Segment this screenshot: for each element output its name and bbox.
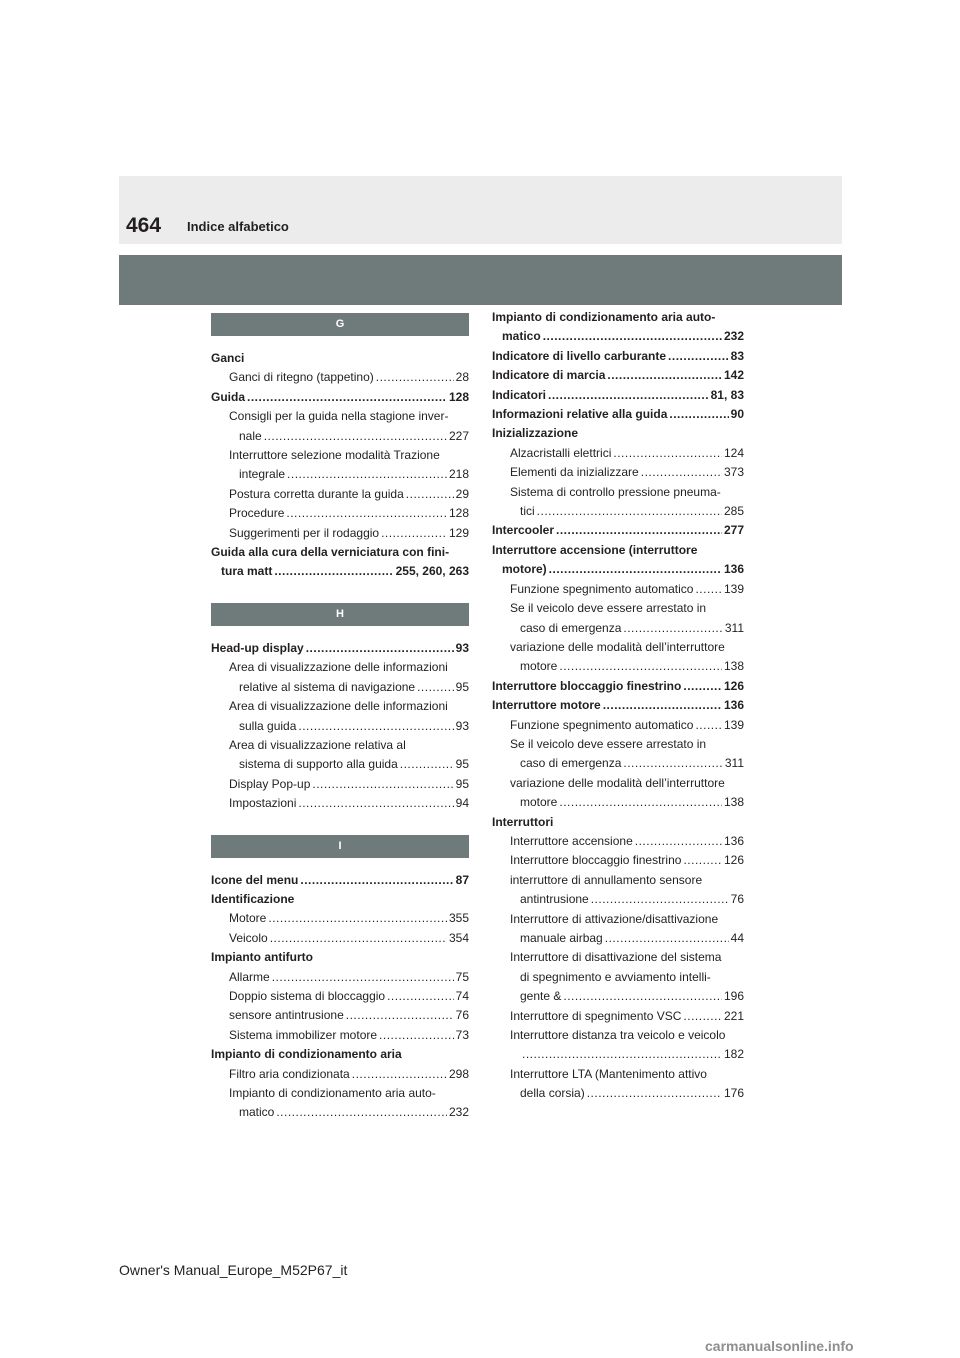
entry-line	[510, 657, 744, 676]
dot-leader	[268, 909, 447, 928]
dot-leader	[381, 524, 447, 543]
page-ref: 136	[723, 562, 744, 577]
dot-leader	[668, 347, 729, 366]
entry-line: Impianto di condizionamento aria auto-	[229, 1086, 436, 1100]
dot-leader	[669, 405, 728, 424]
entry-line	[510, 580, 744, 599]
dot-leader	[400, 755, 454, 774]
index-subentry	[211, 794, 469, 813]
entry-line	[211, 388, 469, 407]
index-entry	[211, 1045, 469, 1064]
index-column-right	[492, 308, 744, 1104]
entry-line	[510, 851, 744, 870]
index-subentry	[492, 1065, 744, 1104]
page-ref: 126	[723, 678, 744, 693]
page-ref: 128	[448, 389, 469, 404]
index-subentry	[492, 1007, 744, 1026]
index-subentry	[492, 444, 744, 463]
dot-leader	[522, 1045, 722, 1064]
index-subentry	[211, 736, 469, 775]
entry-line	[229, 504, 469, 523]
entry-line	[510, 502, 744, 521]
page-ref: 176	[723, 1086, 744, 1101]
index-subentry	[492, 851, 744, 870]
page-ref: 139	[723, 581, 744, 596]
page-ref: 83	[730, 348, 744, 363]
entry-text: caso di emergenza	[520, 756, 622, 771]
dot-leader	[537, 502, 722, 521]
page-ref: 128	[448, 506, 469, 521]
page-ref: 136	[723, 833, 744, 848]
entry-text: gente &	[520, 989, 562, 1004]
entry-line	[229, 775, 469, 794]
dot-leader	[352, 1065, 447, 1084]
page-ref: 95	[455, 679, 469, 694]
dot-leader	[623, 754, 722, 773]
page-ref: 311	[724, 756, 744, 771]
page-ref: 136	[723, 698, 744, 713]
entry-line	[492, 405, 744, 424]
entry-line	[510, 619, 744, 638]
page-ref: 94	[455, 796, 469, 811]
page-ref: 221	[723, 1008, 744, 1023]
entry-line	[229, 485, 469, 504]
heading-spacer	[211, 858, 469, 871]
index-subentry	[492, 1026, 744, 1065]
entry-text: sulla guida	[239, 718, 297, 733]
page-ref: 93	[455, 640, 469, 655]
index-subentry	[211, 1006, 469, 1025]
entry-text: Interruttore bloccaggio finestrino	[492, 678, 682, 693]
index-subentry	[492, 910, 744, 949]
page-ref: 298	[448, 1066, 469, 1081]
entry-line	[510, 1084, 744, 1103]
dot-leader	[346, 1006, 454, 1025]
entry-text: sensore antintrusione	[229, 1008, 344, 1023]
index-entry	[211, 890, 469, 909]
entry-line	[211, 639, 469, 658]
page-ref: 255, 260, 263	[395, 564, 469, 579]
letter-heading-i: I	[211, 835, 469, 858]
entry-line: interruttore di annullamento sensore	[510, 872, 703, 887]
index-subentry	[492, 716, 744, 735]
entry-text: sistema di supporto alla guida	[239, 757, 398, 772]
entry-line	[211, 562, 469, 581]
dot-leader	[270, 929, 447, 948]
entry-text: Impostazioni	[229, 796, 297, 811]
entry-text: Interruttore bloccaggio finestrino	[510, 853, 682, 868]
index-entry	[492, 424, 744, 443]
index-subentry	[211, 524, 469, 543]
page-ref: 138	[723, 659, 744, 674]
dot-leader	[276, 1103, 447, 1122]
page-ref: 76	[455, 1008, 469, 1023]
page-ref: 73	[455, 1027, 469, 1042]
entry-line	[229, 427, 469, 446]
entry-text: nale	[239, 428, 262, 443]
page-ref: 126	[723, 853, 744, 868]
index-subentry	[211, 446, 469, 485]
dot-leader	[306, 639, 454, 658]
dot-leader	[683, 851, 722, 870]
entry-text: Indicatore di marcia	[492, 368, 606, 383]
index-entry	[492, 677, 744, 696]
index-entry	[211, 388, 469, 407]
index-subentry	[211, 697, 469, 736]
index-subentry	[211, 987, 469, 1006]
entry-text: della corsia)	[520, 1086, 585, 1101]
entry-line	[510, 716, 744, 735]
page-ref: 28	[455, 370, 469, 385]
index-subentry	[211, 504, 469, 523]
entry-line: Ganci	[211, 351, 245, 365]
page-ref: 90	[730, 407, 744, 422]
page-ref: 354	[448, 930, 469, 945]
dot-leader	[683, 677, 722, 696]
entry-text: Allarme	[229, 969, 270, 984]
entry-line	[229, 1006, 469, 1025]
index-entry	[211, 543, 469, 582]
entry-line: Interruttore accensione (interruttore	[492, 542, 698, 557]
dot-leader	[695, 716, 722, 735]
index-entry	[492, 696, 744, 715]
index-subentry	[492, 638, 744, 677]
page-ref: 124	[723, 445, 744, 460]
entry-text: Suggerimenti per il rodaggio	[229, 525, 380, 540]
entry-line	[229, 678, 469, 697]
entry-line: Interruttore distanza tra veicolo e veicolo	[510, 1028, 726, 1043]
dot-leader	[549, 560, 722, 579]
index-entry	[492, 347, 744, 366]
dot-leader	[298, 717, 453, 736]
page-ref: 76	[730, 892, 744, 907]
page-ref: 74	[455, 988, 469, 1003]
index-entry	[492, 813, 744, 832]
entry-line: Area di visualizzazione relativa al	[229, 737, 406, 752]
entry-line	[229, 1065, 469, 1084]
entry-line: Interruttore selezione modalità Trazione	[229, 448, 440, 463]
heading-spacer	[211, 626, 469, 639]
entry-line: Impianto antifurto	[211, 950, 313, 965]
index-entry	[211, 639, 469, 658]
index-subentry	[211, 968, 469, 987]
dot-leader	[613, 444, 722, 463]
index-entry	[211, 948, 469, 967]
page-ref: 87	[455, 872, 469, 887]
entry-text: Guida	[211, 389, 246, 404]
section-title: Indice alfabetico	[187, 219, 289, 234]
entry-line: Interruttori	[492, 814, 554, 829]
entry-line: Interruttore di attivazione/disattivazione	[510, 911, 719, 926]
dot-leader	[695, 580, 722, 599]
entry-line	[510, 793, 744, 812]
dot-leader	[417, 678, 454, 697]
entry-line	[492, 366, 744, 385]
entry-text: Motore	[229, 911, 267, 926]
entry-line	[229, 1103, 469, 1122]
page-ref: 44	[730, 931, 744, 945]
entry-text: tici	[520, 504, 535, 519]
page-ref: 373	[723, 465, 744, 480]
dot-leader	[247, 388, 447, 407]
page-ref: 95	[455, 757, 469, 772]
index-subentry	[211, 909, 469, 928]
index-entry	[492, 405, 744, 424]
entry-text: Icone del menu	[211, 872, 299, 887]
entry-line: Se il veicolo deve essere arrestato in	[510, 736, 707, 751]
watermark: carmanualsonline.info	[705, 1338, 854, 1354]
index-entry	[211, 349, 469, 368]
dot-leader	[607, 366, 722, 385]
page-ref: 355	[448, 911, 469, 926]
index-subentry	[211, 485, 469, 504]
footer-manual-id: Owner's Manual_Europe_M52P67_it	[119, 1262, 348, 1278]
dot-leader	[635, 832, 722, 851]
page-ref: 232	[448, 1105, 469, 1120]
dot-leader	[623, 619, 722, 638]
entry-line	[510, 463, 744, 482]
page-number: 464	[126, 214, 162, 237]
index-entry	[492, 366, 744, 385]
page-ref: 129	[448, 525, 469, 540]
entry-text: matico	[239, 1105, 275, 1120]
entry-line	[510, 890, 744, 909]
dot-leader	[543, 327, 722, 346]
entry-text: motore	[520, 795, 558, 810]
page-ref: 218	[448, 467, 469, 482]
entry-text: Funzione spegnimento automatico	[510, 717, 694, 732]
entry-text: Interruttore accensione	[510, 833, 633, 848]
index-subentry	[492, 599, 744, 638]
entry-text: Head-up display	[211, 640, 304, 655]
entry-text: Funzione spegnimento automatico	[510, 581, 694, 596]
entry-text: motore)	[502, 562, 547, 577]
page-ref: 277	[723, 523, 744, 538]
dot-leader	[272, 968, 454, 987]
entry-text: Postura corretta durante la guida	[229, 486, 404, 501]
entry-text: motore	[520, 659, 558, 674]
dot-leader	[556, 521, 722, 540]
entry-line: Sistema di controllo pressione pneuma-	[510, 484, 721, 499]
entry-line: Se il veicolo deve essere arrestato in	[510, 601, 707, 616]
entry-text: Procedure	[229, 506, 285, 521]
dot-leader	[591, 890, 729, 909]
entry-line: Identificazione	[211, 891, 295, 906]
entry-line	[229, 909, 469, 928]
entry-line	[492, 386, 744, 405]
page-ref: 311	[724, 620, 744, 635]
dot-leader	[548, 386, 709, 405]
index-subentry	[211, 658, 469, 697]
entry-line	[229, 755, 469, 774]
letter-heading-g: G	[211, 313, 469, 336]
entry-line	[510, 987, 744, 1006]
dot-leader	[563, 987, 722, 1006]
index-subentry	[211, 1065, 469, 1084]
index-entry	[492, 521, 744, 540]
page-ref: 182	[723, 1047, 744, 1062]
entry-line: Interruttore LTA (Mantenimento attivo	[510, 1066, 707, 1081]
dot-leader	[287, 465, 447, 484]
index-subentry	[492, 735, 744, 774]
entry-line: Area di visualizzazione delle informazioni	[229, 699, 448, 714]
entry-text: Indicatori	[492, 387, 547, 402]
index-subentry	[492, 580, 744, 599]
index-entry	[492, 386, 744, 405]
entry-line	[229, 717, 469, 736]
entry-line	[492, 677, 744, 696]
index-subentry	[492, 483, 744, 522]
entry-text: Indicatore di livello carburante	[492, 348, 667, 363]
entry-line	[510, 754, 744, 773]
page-ref: 93	[455, 718, 469, 733]
entry-line: Interruttore di disattivazione del sistema	[510, 950, 722, 965]
dot-leader	[379, 1026, 454, 1045]
dot-leader	[312, 775, 453, 794]
entry-line	[492, 696, 744, 715]
dot-leader	[587, 1084, 722, 1103]
entry-line	[492, 521, 744, 540]
index-subentry	[492, 948, 744, 1006]
entry-line	[510, 1007, 744, 1026]
entry-line	[492, 560, 744, 579]
index-subentry	[211, 775, 469, 794]
entry-text: Ganci di ritegno (tappetino)	[229, 370, 374, 385]
dot-leader	[605, 929, 729, 948]
entry-line	[229, 987, 469, 1006]
entry-text: Sistema immobilizer motore	[229, 1027, 378, 1042]
entry-line	[510, 832, 744, 851]
index-subentry	[492, 774, 744, 813]
dot-leader	[641, 463, 722, 482]
entry-text: Interruttore di spegnimento VSC	[510, 1008, 682, 1023]
dot-leader	[603, 696, 722, 715]
page-ref: 75	[455, 969, 469, 984]
index-subentry	[211, 1084, 469, 1123]
entry-line	[229, 1026, 469, 1045]
index-subentry	[492, 871, 744, 910]
index-entry	[211, 871, 469, 890]
entry-text: Doppio sistema di bloccaggio	[229, 988, 386, 1003]
entry-line: variazione delle modalità dell’interruttore	[510, 639, 725, 654]
entry-text: antintrusione	[520, 892, 589, 907]
letter-heading-h: H	[211, 603, 469, 626]
index-subentry	[211, 1026, 469, 1045]
entry-text: relative al sistema di navigazione	[239, 679, 416, 694]
entry-text: Display Pop-up	[229, 776, 311, 791]
index-subentry	[211, 929, 469, 948]
entry-text: tura matt	[221, 564, 273, 579]
entry-line: Impianto di condizionamento aria	[211, 1047, 402, 1062]
entry-line	[510, 929, 744, 948]
chapter-band	[119, 255, 842, 305]
page-ref: 95	[455, 776, 469, 791]
entry-text: Alzacristalli elettrici	[510, 445, 612, 460]
entry-line	[229, 368, 469, 387]
index-subentry	[492, 832, 744, 851]
index-column-left	[211, 313, 469, 1123]
group-spacer	[211, 814, 469, 835]
dot-leader	[406, 485, 454, 504]
page-ref: 196	[723, 989, 744, 1004]
page-ref: 232	[723, 329, 744, 344]
entry-line	[510, 444, 744, 463]
entry-line: Area di visualizzazione delle informazioni	[229, 660, 448, 675]
entry-line	[492, 327, 744, 346]
dot-leader	[298, 794, 453, 813]
index-subentry	[211, 407, 469, 446]
index-subentry	[492, 463, 744, 482]
entry-line: variazione delle modalità dell’interruttore	[510, 775, 725, 790]
entry-text: Interruttore motore	[492, 698, 601, 713]
dot-leader	[264, 427, 447, 446]
page-ref: 142	[723, 368, 744, 383]
entry-line	[229, 794, 469, 813]
entry-line: Inizializzazione	[492, 426, 579, 441]
entry-text: Filtro aria condizionata	[229, 1066, 350, 1081]
page-ref: 285	[723, 504, 744, 519]
entry-text: Intercooler	[492, 523, 555, 538]
dot-leader	[559, 793, 722, 812]
page-ref: 139	[723, 717, 744, 732]
dot-leader	[376, 368, 454, 387]
entry-line	[211, 871, 469, 890]
dot-leader	[274, 562, 393, 581]
entry-text: Elementi da inizializzare	[510, 465, 639, 480]
dot-leader	[683, 1007, 722, 1026]
heading-spacer	[211, 336, 469, 349]
entry-text: caso di emergenza	[520, 620, 622, 635]
index-entry	[492, 308, 744, 347]
dot-leader	[286, 504, 447, 523]
entry-line: Impianto di condizionamento aria auto-	[492, 310, 716, 324]
page-ref: 138	[723, 795, 744, 810]
index-entry	[492, 541, 744, 580]
entry-text: matico	[502, 329, 541, 344]
entry-text: Informazioni relative alla guida	[492, 407, 668, 422]
entry-line	[229, 465, 469, 484]
entry-line	[229, 524, 469, 543]
entry-line: di spegnimento e avviamento intelli-	[520, 969, 711, 984]
page-ref: 29	[455, 486, 469, 501]
entry-line: Consigli per la guida nella stagione inver-	[229, 409, 449, 424]
page-ref: 81, 83	[710, 387, 744, 402]
entry-text: integrale	[239, 467, 286, 482]
dot-leader	[300, 871, 453, 890]
dot-leader	[387, 987, 454, 1006]
entry-line	[510, 1045, 744, 1064]
entry-line	[492, 347, 744, 366]
group-spacer	[211, 582, 469, 603]
entry-text: Veicolo	[229, 930, 268, 945]
entry-line	[229, 929, 469, 948]
index-subentry	[211, 368, 469, 387]
entry-line: Guida alla cura della verniciatura con fini-	[211, 545, 450, 560]
page-ref: 227	[448, 428, 469, 443]
dot-leader	[559, 657, 722, 676]
entry-line	[229, 968, 469, 987]
entry-text: manuale airbag	[520, 931, 603, 945]
